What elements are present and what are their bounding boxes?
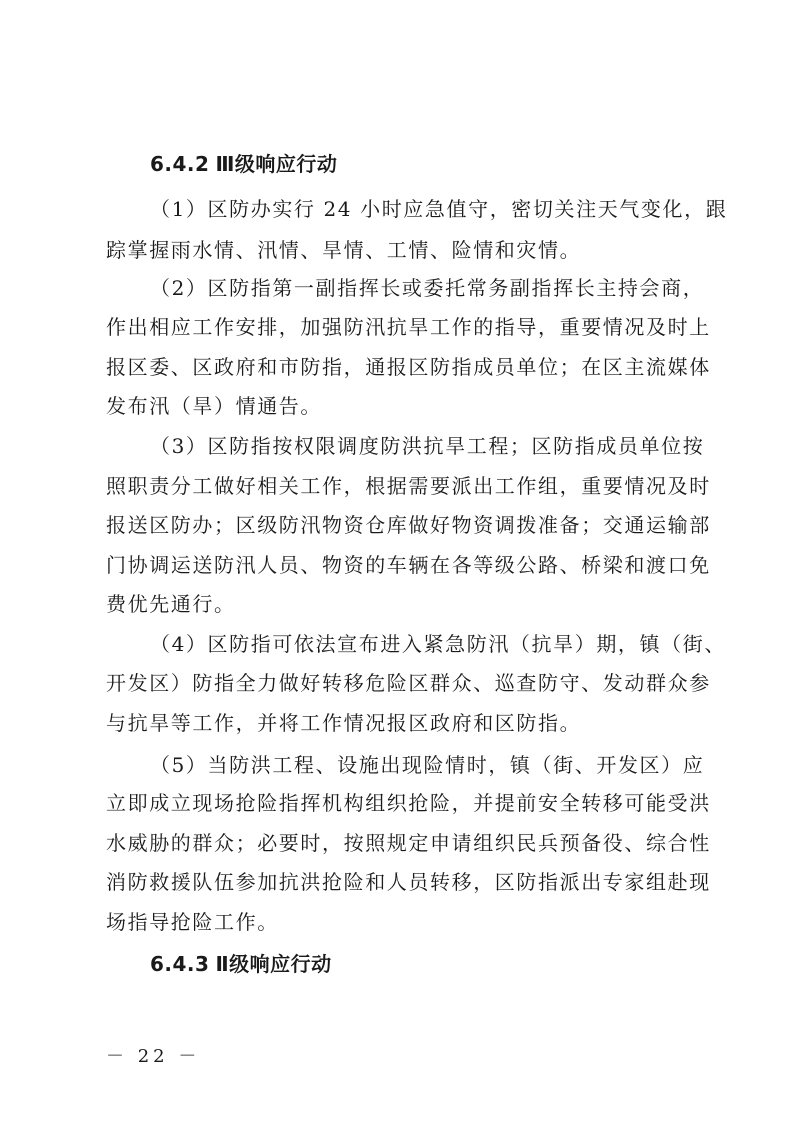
- section-title: Ⅲ级响应行动: [215, 152, 338, 176]
- paragraph-3-line-5: 费优先通行。: [106, 592, 236, 616]
- paragraph-2-line-3: 报区委、区政府和市防指，通报区防指成员单位；在区主流媒体: [106, 355, 711, 379]
- section-number: 6.4.2: [150, 152, 210, 176]
- paragraph-4-line-3: 与抗旱等工作，并将工作情况报区政府和区防指。: [106, 711, 582, 735]
- section-heading-6-4-2: [150, 150, 337, 178]
- paragraph-4-line-2: 开发区）防指全力做好转移危险区群众、巡查防守、发动群众参: [106, 671, 711, 695]
- paragraph-1-line-2: 踪掌握雨水情、汛情、旱情、工情、险情和灾情。: [106, 238, 582, 262]
- paragraph-3-line-1: （3）区防指按权限调度防洪抗旱工程；区防指成员单位按: [150, 434, 705, 458]
- paragraph-5-line-2: 立即成立现场抢险指挥机构组织抢险，并提前安全转移可能受洪: [106, 791, 711, 815]
- paragraph-3-line-2: 照职责分工做好相关工作，根据需要派出工作组，重要情况及时: [106, 474, 711, 498]
- paragraph-5-line-1: （5）当防洪工程、设施出现险情时，镇（街、开发区）应: [150, 753, 705, 777]
- paragraph-5-line-3: 水威胁的群众；必要时，按照规定申请组织民兵预备役、综合性: [106, 831, 711, 855]
- paragraph-3-line-4: 门协调运送防汛人员、物资的车辆在各等级公路、桥梁和渡口免: [106, 553, 711, 577]
- section-title: Ⅱ级响应行动: [215, 952, 332, 976]
- paragraph-3-line-3: 报送区防办；区级防汛物资仓库做好物资调拨准备；交通运输部: [106, 513, 711, 537]
- section-heading-6-4-3: [150, 950, 332, 978]
- paragraph-1-line-1: （1）区防办实行 24 小时应急值守，密切关注天气变化，跟: [150, 197, 728, 221]
- section-number: 6.4.3: [150, 952, 210, 976]
- paragraph-2-line-1: （2）区防指第一副指挥长或委托常务副指挥长主持会商，: [150, 276, 705, 300]
- paragraph-5-line-5: 场指导抢险工作。: [106, 910, 279, 934]
- paragraph-2-line-2: 作出相应工作安排，加强防汛抗旱工作的指导，重要情况及时上: [106, 315, 711, 339]
- paragraph-5-line-4: 消防救援队伍参加抗洪抢险和人员转移，区防指派出专家组赴现: [106, 870, 711, 894]
- paragraph-4-line-1: （4）区防指可依法宣布进入紧急防汛（抗旱）期，镇（街、: [150, 632, 726, 656]
- paragraph-2-line-4: 发布汛（旱）情通告。: [106, 394, 322, 418]
- page-number: － 22 －: [106, 1046, 201, 1067]
